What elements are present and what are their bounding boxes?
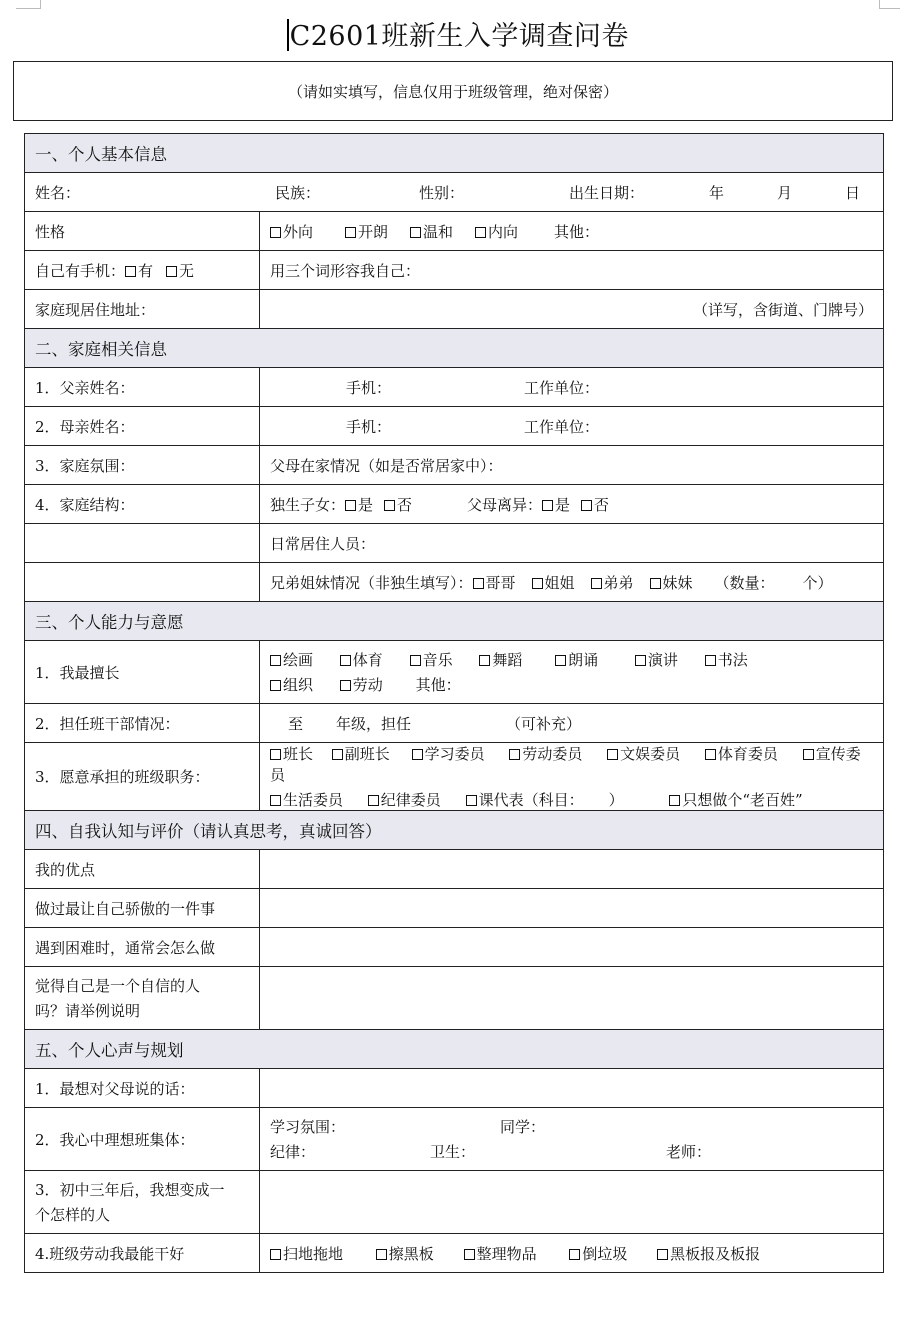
structure-label: 4．家庭结构： xyxy=(25,485,260,524)
younger-brother: 弟弟 xyxy=(603,573,634,592)
month-label: 月 xyxy=(777,183,793,202)
birth-label: 出生日期： xyxy=(569,183,645,202)
proud-event-label: 做过最让自己骄傲的一件事 xyxy=(25,889,260,928)
phone-label: 自己有手机： xyxy=(35,261,126,280)
skill-other: 其他： xyxy=(415,676,461,694)
checkbox-younger-brother[interactable] xyxy=(591,578,602,589)
address-hint: （详写，含街道、门牌号） xyxy=(692,300,873,319)
ideal-class-field[interactable] xyxy=(260,1108,884,1171)
father-mobile-label: 手机： xyxy=(346,378,392,397)
checkbox-role-subject-rep[interactable] xyxy=(466,795,477,806)
checkbox-gentle[interactable] xyxy=(410,227,421,238)
role-entertainment: 文娱委员 xyxy=(620,745,681,763)
checkbox-only-child-yes[interactable] xyxy=(345,500,356,511)
father-name-label: 1．父亲姓名： xyxy=(25,368,260,407)
checkbox-labor-sweep[interactable] xyxy=(270,1249,281,1260)
mother-info-field[interactable] xyxy=(260,407,884,446)
checkbox-role-sports[interactable] xyxy=(705,749,716,760)
skill-sports: 体育 xyxy=(352,651,383,669)
checkbox-phone-yes[interactable] xyxy=(125,266,136,277)
checkbox-younger-sister[interactable] xyxy=(650,578,661,589)
confidence-label-line2: 吗？请举例说明 xyxy=(35,1002,141,1020)
father-work-label: 工作单位： xyxy=(524,378,600,397)
phone-yes: 有 xyxy=(138,261,154,280)
labor-options xyxy=(260,1234,884,1273)
structure-field xyxy=(260,485,884,524)
siblings-field xyxy=(260,563,884,602)
to-parents-label: 1．最想对父母说的话： xyxy=(25,1069,260,1108)
skill-speech: 演讲 xyxy=(647,651,678,669)
labor-organize: 整理物品 xyxy=(476,1244,537,1263)
difficulty-label: 遇到困难时，通常会怎么做 xyxy=(25,928,260,967)
checkbox-elder-sister[interactable] xyxy=(532,578,543,589)
checkbox-skill-sports[interactable] xyxy=(340,655,351,666)
skill-dance: 舞蹈 xyxy=(492,651,523,669)
only-child-label: 独生子女： xyxy=(270,495,346,514)
year-label: 年 xyxy=(709,183,725,202)
willing-roles-label: 3．愿意承担的班级职务： xyxy=(25,743,260,811)
future-field[interactable] xyxy=(260,1171,884,1234)
skills-field xyxy=(260,641,884,704)
gender-label: 性别： xyxy=(419,183,465,202)
skill-labor: 劳动 xyxy=(352,676,383,694)
elder-sister: 姐姐 xyxy=(544,573,575,592)
role-life: 生活委员 xyxy=(283,791,344,809)
sibling-count-unit: 个） xyxy=(802,573,833,592)
personality-label: 性格 xyxy=(25,212,260,251)
checkbox-elder-brother[interactable] xyxy=(473,578,484,589)
cadre-grade: 年级，担任 xyxy=(336,714,412,733)
page-corner-mark-right xyxy=(879,0,900,9)
checkbox-divorced-yes[interactable] xyxy=(542,500,553,511)
labor-sweep: 扫地拖地 xyxy=(283,1244,344,1263)
role-subject-close: ） xyxy=(608,791,624,809)
row-name-ethnicity-gender-birth[interactable] xyxy=(25,173,884,212)
labor-trash: 倒垃圾 xyxy=(582,1244,628,1263)
role-sports: 体育委员 xyxy=(717,745,778,763)
mother-mobile-label: 手机： xyxy=(346,417,392,436)
to-parents-field[interactable] xyxy=(260,1069,884,1108)
empty-label-cell xyxy=(25,524,260,563)
option-cheerful: 开朗 xyxy=(358,222,389,241)
role-subject-rep: 课代表（科目： xyxy=(478,791,584,809)
parents-home-field[interactable]: 父母在家情况（如是否常居家中）： xyxy=(260,446,884,485)
checkbox-only-child-no[interactable] xyxy=(384,500,395,511)
strengths-field[interactable] xyxy=(260,850,884,889)
empty-label-cell xyxy=(25,563,260,602)
checkbox-role-discipline[interactable] xyxy=(368,795,379,806)
elder-brother: 哥哥 xyxy=(485,573,516,592)
option-other: 其他： xyxy=(554,222,600,241)
ideal-study-label: 学习氛围： xyxy=(270,1118,346,1136)
labor-label: 4.班级劳动我最能干好 xyxy=(25,1234,260,1273)
checkbox-skill-organizing[interactable] xyxy=(270,680,281,691)
divorced-yes: 是 xyxy=(555,495,571,514)
day-label: 日 xyxy=(845,183,861,202)
text-cursor xyxy=(287,19,289,51)
skill-painting: 绘画 xyxy=(283,651,314,669)
future-label-line1: 3．初中三年后，我想变成一 xyxy=(35,1181,225,1199)
cadre-label: 2．担任班干部情况： xyxy=(25,704,260,743)
residents-field[interactable]: 日常居住人员： xyxy=(260,524,884,563)
name-label: 姓名： xyxy=(35,183,81,202)
cadre-field[interactable] xyxy=(260,704,884,743)
checkbox-skill-music[interactable] xyxy=(410,655,421,666)
divorced-label: 父母离异： xyxy=(467,495,543,514)
role-labor: 劳动委员 xyxy=(522,745,583,763)
atmosphere-label: 3．家庭氛围： xyxy=(25,446,260,485)
divorced-no: 否 xyxy=(594,495,610,514)
confidence-label xyxy=(25,967,260,1030)
future-label-line2: 个怎样的人 xyxy=(35,1206,111,1224)
section-4-header: 四、自我认知与评价（请认真思考，真诚回答） xyxy=(25,811,884,850)
three-words-field[interactable]: 用三个词形容我自己： xyxy=(260,251,884,290)
option-introvert: 内向 xyxy=(488,222,519,241)
siblings-label: 兄弟姐妹情况（非独生填写）： xyxy=(270,573,473,592)
checkbox-skill-dance[interactable] xyxy=(479,655,490,666)
address-label: 家庭现居住地址： xyxy=(25,290,260,329)
checkbox-skill-painting[interactable] xyxy=(270,655,281,666)
option-extrovert: 外向 xyxy=(283,222,314,241)
checkbox-skill-labor[interactable] xyxy=(340,680,351,691)
checkbox-role-entertainment[interactable] xyxy=(607,749,618,760)
checkbox-role-monitor[interactable] xyxy=(270,749,281,760)
checkbox-skill-speech[interactable] xyxy=(635,655,646,666)
section-5-header: 五、个人心声与规划 xyxy=(25,1030,884,1069)
best-at-label: 1．我最擅长 xyxy=(25,641,260,704)
privacy-note-box xyxy=(13,61,893,121)
ideal-class-label: 2．我心中理想班集体： xyxy=(25,1108,260,1171)
checkbox-labor-organize[interactable] xyxy=(464,1249,475,1260)
future-label xyxy=(25,1171,260,1234)
only-child-yes: 是 xyxy=(358,495,374,514)
checkbox-cheerful[interactable] xyxy=(345,227,356,238)
checkbox-labor-trash[interactable] xyxy=(569,1249,580,1260)
proud-event-field[interactable] xyxy=(260,889,884,928)
checkbox-extrovert[interactable] xyxy=(270,227,281,238)
checkbox-role-labor[interactable] xyxy=(509,749,520,760)
checkbox-role-vice-monitor[interactable] xyxy=(332,749,343,760)
checkbox-labor-board-report[interactable] xyxy=(657,1249,668,1260)
father-info-field[interactable] xyxy=(260,368,884,407)
section-2-header: 二、家庭相关信息 xyxy=(25,329,884,368)
checkbox-skill-calligraphy[interactable] xyxy=(705,655,716,666)
option-gentle: 温和 xyxy=(423,222,454,241)
role-study: 学习委员 xyxy=(424,745,485,763)
ideal-teacher-label: 老师： xyxy=(666,1143,712,1161)
ethnicity-label: 民族： xyxy=(275,183,321,202)
labor-blackboard: 擦黑板 xyxy=(388,1244,434,1263)
difficulty-field[interactable] xyxy=(260,928,884,967)
checkbox-labor-blackboard[interactable] xyxy=(376,1249,387,1260)
mother-work-label: 工作单位： xyxy=(524,417,600,436)
cadre-to: 至 xyxy=(288,714,304,733)
ideal-discipline-label: 纪律： xyxy=(270,1143,316,1161)
skill-calligraphy: 书法 xyxy=(717,651,748,669)
checkbox-skill-recitation[interactable] xyxy=(555,655,566,666)
title-text: C2601班新生入学调查问卷 xyxy=(289,21,629,52)
skill-recitation: 朗诵 xyxy=(568,651,599,669)
labor-board-report: 黑板报及板报 xyxy=(670,1244,761,1263)
role-monitor: 班长 xyxy=(283,745,314,763)
skill-organizing: 组织 xyxy=(283,676,314,694)
younger-sister: 妹妹 xyxy=(662,573,693,592)
section-3-header: 三、个人能力与意愿 xyxy=(25,602,884,641)
checkbox-role-life[interactable] xyxy=(270,795,281,806)
role-vice-monitor: 副班长 xyxy=(344,745,390,763)
sibling-count-label: （数量： xyxy=(714,573,775,592)
page-corner-mark-left xyxy=(16,0,41,9)
checkbox-introvert[interactable] xyxy=(475,227,486,238)
privacy-note: （请如实填写，信息仅用于班级管理，绝对保密） xyxy=(287,82,618,101)
checkbox-role-publicity[interactable] xyxy=(803,749,814,760)
only-child-no: 否 xyxy=(397,495,413,514)
checkbox-role-study[interactable] xyxy=(412,749,423,760)
checkbox-divorced-no[interactable] xyxy=(581,500,592,511)
checkbox-phone-no[interactable] xyxy=(166,266,177,277)
checkbox-role-commoner[interactable] xyxy=(669,795,680,806)
skill-music: 音乐 xyxy=(422,651,453,669)
ideal-classmates-label: 同学： xyxy=(500,1118,546,1136)
section-1-header: 一、个人基本信息 xyxy=(25,134,884,173)
address-field[interactable] xyxy=(260,290,884,329)
roles-field xyxy=(260,743,884,811)
role-publicity: 宣传委员 xyxy=(270,745,861,784)
personality-options xyxy=(260,212,884,251)
strengths-label: 我的优点 xyxy=(25,850,260,889)
role-commoner: 只想做个“老百姓” xyxy=(682,791,803,809)
phone-no: 无 xyxy=(179,261,195,280)
role-discipline: 纪律委员 xyxy=(380,791,441,809)
cadre-supplement: （可补充） xyxy=(506,714,582,733)
ideal-hygiene-label: 卫生： xyxy=(430,1143,476,1161)
phone-cell xyxy=(25,251,260,290)
survey-table xyxy=(24,133,884,1273)
confidence-field[interactable] xyxy=(260,967,884,1030)
document-title xyxy=(0,14,916,53)
confidence-label-line1: 觉得自己是一个自信的人 xyxy=(35,977,201,995)
mother-name-label: 2．母亲姓名： xyxy=(25,407,260,446)
